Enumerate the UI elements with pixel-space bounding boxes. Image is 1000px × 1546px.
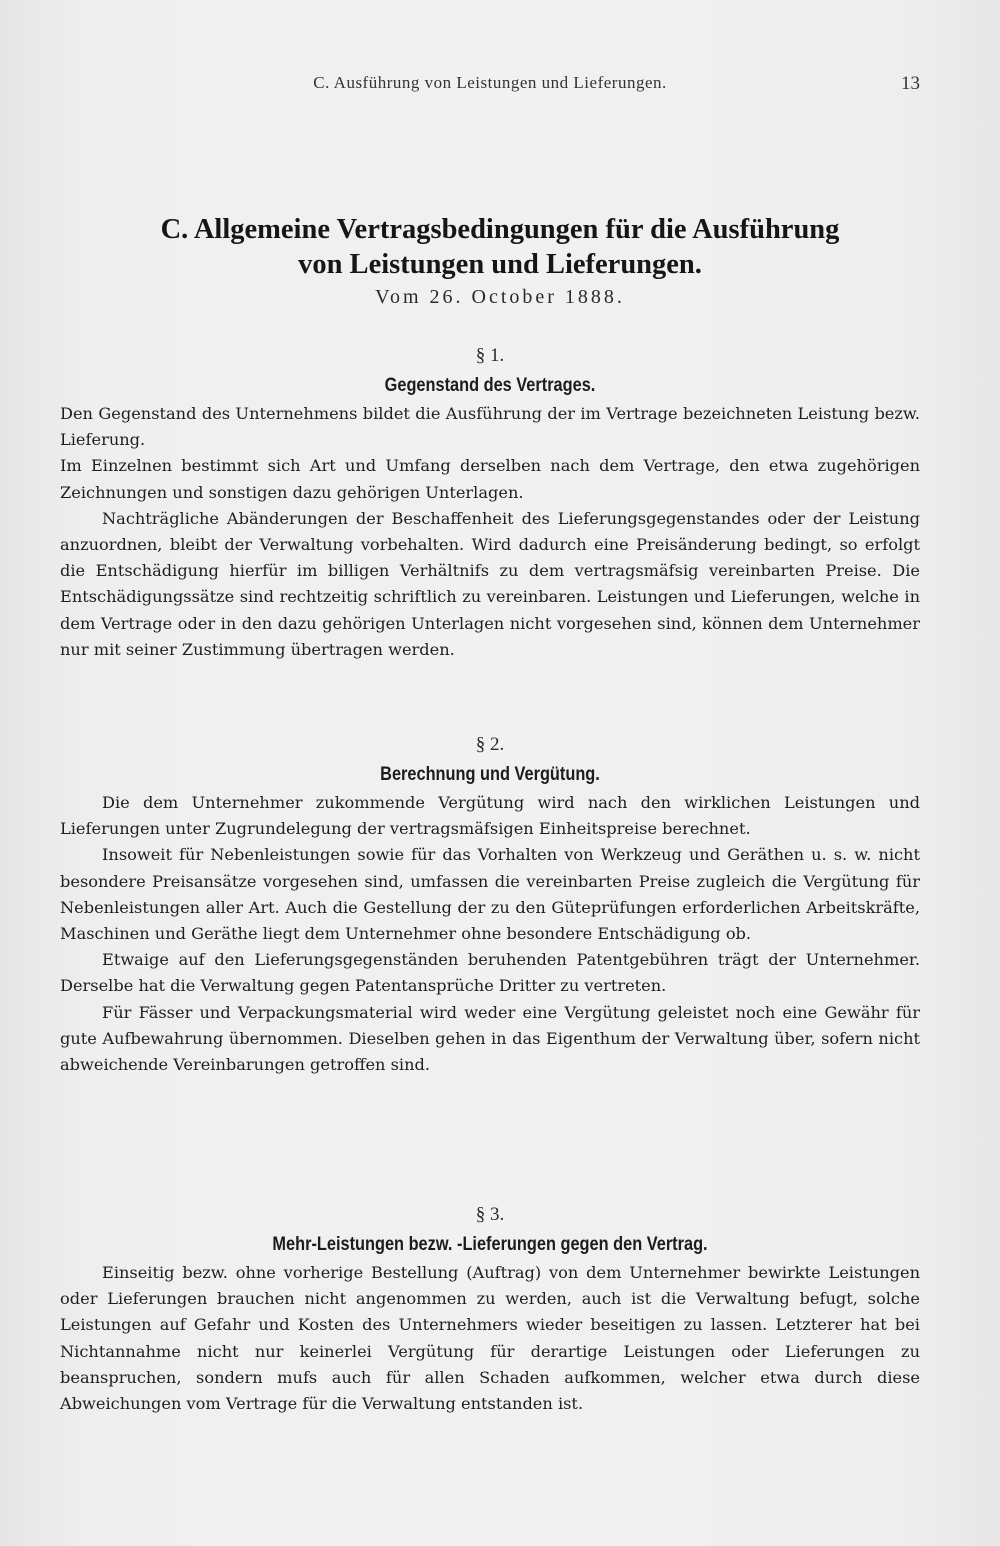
section-heading: Mehr-Leistungen bezw. -Lieferungen gegen den Vertrag. xyxy=(272,1234,708,1255)
chapter-date: Vom 26. October 1888. xyxy=(375,286,625,308)
section-2 xyxy=(60,732,920,1078)
section-number: § 2. xyxy=(475,734,505,755)
paragraph: Für Fässer und Verpackungsmaterial wird weder eine Vergütung geleistet noch eine Gewähr für gute Aufbewahrung übernommen. Dieselben gehen in das Eigenthum der Verwaltung über, sofern nicht abweichende Vereinbarungen getroffen sind. xyxy=(60,1002,920,1075)
section-number: § 1. xyxy=(475,345,505,366)
paragraph: Die dem Unternehmer zukommende Vergütung wird nach den wirklichen Leistungen und Lieferungen unter Zugrundelegung der vertragsmäfsigen Einheitspreise berechnet. xyxy=(60,793,920,839)
section-heading: Gegenstand des Vertrages. xyxy=(384,375,596,396)
paragraph: Insoweit für Nebenleistungen sowie für das Vorhalten von Werkzeug und Geräthen u. s. w. nicht besondere Preisansätze vorgesehen sind, umfassen die vereinbarten Preise zugleich die Vergütung für Nebenleistungen aller Art. Auch die Gestellung der zu den Güteprüfungen erforderlichen Arbeitskräfte, Maschinen und Geräthe liegt dem Unternehmer ohne besondere Entschädigung ob. xyxy=(60,845,920,944)
chapter-title-line-1: C. Allgemeine Vertragsbedingungen für die Ausführung xyxy=(160,214,840,245)
paragraph: Etwaige auf den Lieferungsgegenständen beruhenden Patentgebühren trägt der Unternehmer. Derselbe hat die Verwaltung gegen Patentansprüche Dritter zu vertreten. xyxy=(60,950,920,996)
running-title: C. Ausführung von Leistungen und Lieferungen. xyxy=(313,73,667,92)
running-head xyxy=(60,73,920,99)
section-3 xyxy=(60,1202,920,1417)
paragraph: Im Einzelnen bestimmt sich Art und Umfang derselben nach dem Vertrage, den etwa zugehörigen Zeichnungen und sonstigen dazu gehörigen Unterlagen. xyxy=(60,456,920,502)
paragraph: Den Gegenstand des Unternehmens bildet die Ausführung der im Vertrage bezeichneten Leistung bezw. Lieferung. xyxy=(60,404,920,450)
chapter-title-line-2: von Leistungen und Lieferungen. xyxy=(298,249,702,280)
section-number: § 3. xyxy=(475,1204,505,1225)
paragraph: Einseitig bezw. ohne vorherige Bestellung (Auftrag) von dem Unternehmer bewirkte Leistungen oder Lieferungen brauchen nicht angenommen zu werden, auch ist die Verwaltung befugt, solche Leistungen auf Gefahr und Kosten des Unternehmers wieder beseitigen zu lassen. Letzterer hat bei Nichtannahme nicht nur keinerlei Vergütung für derartige Leistungen oder Lieferungen zu beanspruchen, sondern mufs auch für allen Schaden aufkommen, welcher etwa durch diese Abweichungen vom Vertrage für die Verwaltung entstanden ist. xyxy=(60,1263,920,1414)
paragraph: Nachträgliche Abänderungen der Beschaffenheit des Lieferungsgegenstandes oder der Leistung anzuordnen, bleibt der Verwaltung vorbehalten. Wird dadurch eine Preisänderung bedingt, so erfolgt die Entschädigung hierfür im billigen Verhältnifs zu dem vertragsmäfsig vereinbarten Preise. Die Entschädigungssätze sind rechtzeitig schriftlich zu vereinbaren. Leistungen und Lieferungen, welche in dem Vertrage oder in den dazu gehörigen Unterlagen nicht vorgesehen sind, können dem Unternehmer nur mit seiner Zustimmung übertragen werden. xyxy=(60,508,920,659)
section-heading: Berechnung und Vergütung. xyxy=(380,764,600,785)
section-1 xyxy=(60,343,920,663)
page-number: 13 xyxy=(901,73,920,94)
chapter-title xyxy=(60,212,940,282)
